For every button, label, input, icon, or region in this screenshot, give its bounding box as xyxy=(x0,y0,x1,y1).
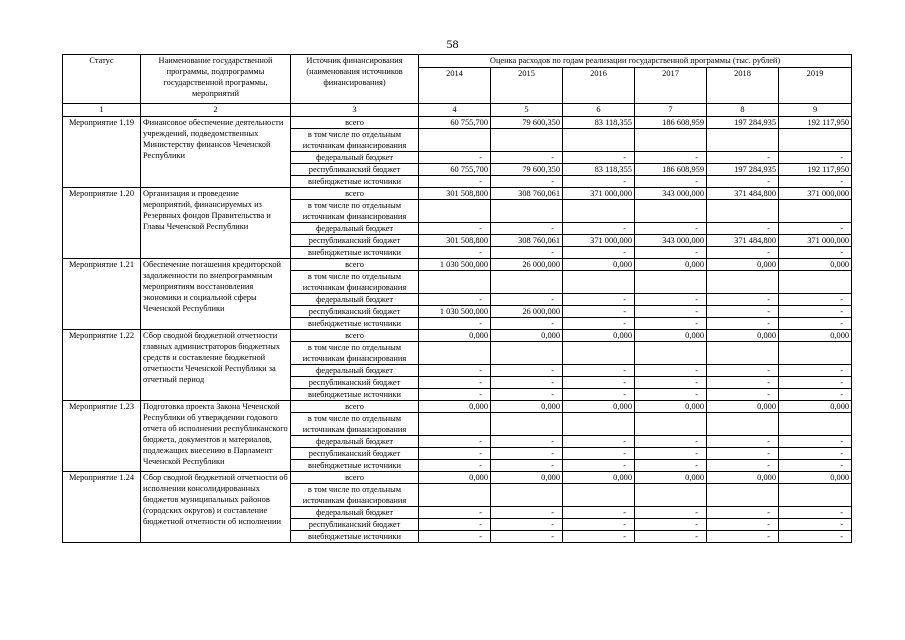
year-value: 0,000 xyxy=(635,401,707,413)
year-value: - xyxy=(419,519,491,531)
year-value xyxy=(419,200,491,223)
measure-name: Сбор сводной бюджетной отчетности главных администраторов бюджетных средств и составление бюджетной отчетности Чеченской Республики за отчетный период xyxy=(141,330,291,401)
year-value: 0,000 xyxy=(563,330,635,342)
year-value: - xyxy=(419,448,491,460)
year-value: - xyxy=(419,365,491,377)
funding-source: республиканский бюджет xyxy=(291,377,419,389)
year-value: - xyxy=(635,448,707,460)
table-row xyxy=(63,401,852,413)
header-year: 2019 xyxy=(779,68,852,104)
year-value: 301 508,800 xyxy=(419,188,491,200)
year-value: - xyxy=(707,306,779,318)
year-value: - xyxy=(779,365,852,377)
year-value: 0,000 xyxy=(707,401,779,413)
measure-name: Организация и проведение мероприятий, финансируемых из Резервных фондов Правительства и Главы Чеченской Республики xyxy=(141,188,291,259)
year-value: 0,000 xyxy=(779,401,852,413)
year-value: 0,000 xyxy=(635,259,707,271)
year-value xyxy=(779,413,852,436)
year-value: - xyxy=(491,436,563,448)
funding-source: в том числе по отдельным источникам финансирования xyxy=(291,129,419,152)
year-value xyxy=(707,129,779,152)
column-number: 7 xyxy=(635,104,707,117)
year-value: - xyxy=(635,377,707,389)
year-value: - xyxy=(491,176,563,188)
year-value: - xyxy=(707,460,779,472)
year-value: - xyxy=(491,247,563,259)
year-value: - xyxy=(707,436,779,448)
year-value: - xyxy=(491,152,563,164)
year-value xyxy=(779,342,852,365)
year-value: 0,000 xyxy=(563,259,635,271)
year-value: - xyxy=(635,519,707,531)
year-value xyxy=(635,413,707,436)
year-value: - xyxy=(707,531,779,543)
header-year: 2017 xyxy=(635,68,707,104)
year-value: - xyxy=(707,318,779,330)
column-number: 4 xyxy=(419,104,491,117)
year-value: 26 000,000 xyxy=(491,259,563,271)
funding-source: внебюджетные источники xyxy=(291,176,419,188)
column-number: 9 xyxy=(779,104,852,117)
year-value xyxy=(491,271,563,294)
year-value: 197 284,935 xyxy=(707,164,779,176)
measure-name: Финансовое обеспечение деятельности учреждений, подведомственных Министерству финансов Чеченской Республики xyxy=(141,117,291,188)
table-row xyxy=(63,259,852,271)
column-number: 1 xyxy=(63,104,141,117)
year-value: 308 760,061 xyxy=(491,188,563,200)
funding-source: внебюджетные источники xyxy=(291,318,419,330)
year-value: - xyxy=(779,223,852,235)
column-number: 5 xyxy=(491,104,563,117)
year-value: - xyxy=(779,377,852,389)
funding-source: федеральный бюджет xyxy=(291,223,419,235)
year-value: - xyxy=(779,436,852,448)
measure-name: Подготовка проекта Закона Чеченской Республики об утверждении годового отчета об исполнении республиканского бюджета, документов и материалов, подлежащих внесению в Парламент Чеченской Республики xyxy=(141,401,291,472)
year-value xyxy=(707,484,779,507)
measure-status: Мероприятие 1.23 xyxy=(63,401,141,472)
funding-source: республиканский бюджет xyxy=(291,448,419,460)
header-year: 2014 xyxy=(419,68,491,104)
year-value: 371 000,000 xyxy=(563,188,635,200)
year-value: - xyxy=(707,377,779,389)
year-value xyxy=(563,129,635,152)
year-value: - xyxy=(563,152,635,164)
year-value: 371 000,000 xyxy=(563,235,635,247)
year-value xyxy=(635,484,707,507)
table-row xyxy=(63,472,852,484)
funding-source: республиканский бюджет xyxy=(291,235,419,247)
header-status: Статус xyxy=(63,55,141,104)
header-name: Наименование государственной программы, подпрограммы государственной программы, мероприятий xyxy=(141,55,291,104)
year-value: 26 000,000 xyxy=(491,306,563,318)
year-value: 371 000,000 xyxy=(779,235,852,247)
year-value xyxy=(779,200,852,223)
year-value: - xyxy=(707,223,779,235)
year-value xyxy=(419,271,491,294)
year-value: - xyxy=(779,176,852,188)
year-value: 0,000 xyxy=(707,259,779,271)
year-value: 192 117,950 xyxy=(779,164,852,176)
column-number: 2 xyxy=(141,104,291,117)
funding-source: в том числе по отдельным источникам финансирования xyxy=(291,200,419,223)
year-value: - xyxy=(635,294,707,306)
table-body xyxy=(63,55,852,543)
year-value: - xyxy=(563,531,635,543)
year-value: - xyxy=(779,507,852,519)
funding-source: федеральный бюджет xyxy=(291,436,419,448)
year-value: - xyxy=(707,176,779,188)
header-source: Источник финансирования (наименования источников финансирования) xyxy=(291,55,419,104)
year-value: 1 030 500,000 xyxy=(419,306,491,318)
year-value: - xyxy=(419,176,491,188)
year-value: - xyxy=(707,365,779,377)
year-value: 371 484,800 xyxy=(707,188,779,200)
table-row xyxy=(63,117,852,129)
year-value: - xyxy=(707,519,779,531)
header-year: 2016 xyxy=(563,68,635,104)
year-value xyxy=(779,271,852,294)
year-value: - xyxy=(419,152,491,164)
year-value xyxy=(491,484,563,507)
year-value: - xyxy=(779,294,852,306)
year-value: - xyxy=(419,531,491,543)
measure-status: Мероприятие 1.20 xyxy=(63,188,141,259)
year-value xyxy=(779,484,852,507)
year-value: 0,000 xyxy=(491,401,563,413)
funding-source: федеральный бюджет xyxy=(291,152,419,164)
year-value: - xyxy=(563,176,635,188)
table-row xyxy=(63,188,852,200)
year-value: - xyxy=(635,531,707,543)
year-value xyxy=(419,342,491,365)
funding-source: всего xyxy=(291,188,419,200)
year-value: - xyxy=(779,306,852,318)
funding-source: внебюджетные источники xyxy=(291,460,419,472)
measure-status: Мероприятие 1.22 xyxy=(63,330,141,401)
year-value: 60 755,700 xyxy=(419,164,491,176)
year-value: 0,000 xyxy=(563,401,635,413)
year-value xyxy=(707,271,779,294)
year-value: - xyxy=(635,318,707,330)
year-value: 197 284,935 xyxy=(707,117,779,129)
year-value: 79 600,350 xyxy=(491,164,563,176)
year-value: 186 608,959 xyxy=(635,117,707,129)
budget-table xyxy=(62,54,852,543)
measure-name: Сбор сводной бюджетной отчетности об исполнении консолидированных бюджетов муниципальных районов (городских округов) и составление бюджетной отчетности об исполнении xyxy=(141,472,291,543)
year-value xyxy=(563,200,635,223)
year-value xyxy=(635,271,707,294)
year-value xyxy=(563,413,635,436)
column-number: 3 xyxy=(291,104,419,117)
year-value: - xyxy=(635,507,707,519)
year-value: 343 000,000 xyxy=(635,235,707,247)
year-value: - xyxy=(779,448,852,460)
year-value: - xyxy=(779,152,852,164)
year-value: - xyxy=(491,389,563,401)
year-value: 83 118,355 xyxy=(563,117,635,129)
year-value xyxy=(491,129,563,152)
year-value: - xyxy=(635,152,707,164)
year-value: - xyxy=(563,247,635,259)
header-year: 2015 xyxy=(491,68,563,104)
year-value xyxy=(779,129,852,152)
funding-source: в том числе по отдельным источникам финансирования xyxy=(291,271,419,294)
year-value: - xyxy=(491,365,563,377)
year-value: 0,000 xyxy=(419,330,491,342)
year-value: - xyxy=(563,389,635,401)
year-value: - xyxy=(491,519,563,531)
year-value: - xyxy=(491,507,563,519)
year-value: - xyxy=(563,460,635,472)
year-value: 83 118,355 xyxy=(563,164,635,176)
year-value xyxy=(563,271,635,294)
year-value: - xyxy=(491,294,563,306)
year-value: - xyxy=(491,223,563,235)
page-number: 58 xyxy=(446,37,459,51)
year-value: 308 760,061 xyxy=(491,235,563,247)
funding-source: в том числе по отдельным источникам финансирования xyxy=(291,342,419,365)
year-value: 0,000 xyxy=(779,259,852,271)
year-value: - xyxy=(563,318,635,330)
year-value: - xyxy=(707,294,779,306)
year-value: - xyxy=(419,389,491,401)
year-value: - xyxy=(779,519,852,531)
year-value: - xyxy=(707,507,779,519)
funding-source: всего xyxy=(291,259,419,271)
year-value: - xyxy=(635,365,707,377)
year-value xyxy=(563,342,635,365)
year-value xyxy=(419,413,491,436)
year-value: 0,000 xyxy=(779,330,852,342)
funding-source: внебюджетные источники xyxy=(291,389,419,401)
funding-source: в том числе по отдельным источникам финансирования xyxy=(291,413,419,436)
funding-source: в том числе по отдельным источникам финансирования xyxy=(291,484,419,507)
funding-source: внебюджетные источники xyxy=(291,247,419,259)
year-value: - xyxy=(563,365,635,377)
year-value: 0,000 xyxy=(707,472,779,484)
year-value: - xyxy=(563,294,635,306)
year-value: 79 600,350 xyxy=(491,117,563,129)
year-value xyxy=(563,484,635,507)
year-value: - xyxy=(635,247,707,259)
year-value: - xyxy=(419,247,491,259)
year-value: 1 030 500,000 xyxy=(419,259,491,271)
year-value: 60 755,700 xyxy=(419,117,491,129)
column-number: 6 xyxy=(563,104,635,117)
column-number-row xyxy=(63,104,852,117)
year-value: - xyxy=(635,306,707,318)
year-value: - xyxy=(563,448,635,460)
year-value xyxy=(491,342,563,365)
year-value: 0,000 xyxy=(635,330,707,342)
year-value: 0,000 xyxy=(779,472,852,484)
year-value xyxy=(707,200,779,223)
year-value: - xyxy=(491,448,563,460)
year-value xyxy=(419,129,491,152)
year-value: - xyxy=(635,176,707,188)
year-value: - xyxy=(491,318,563,330)
year-value: 343 000,000 xyxy=(635,188,707,200)
year-value: 186 608,959 xyxy=(635,164,707,176)
column-number: 8 xyxy=(707,104,779,117)
year-value: - xyxy=(635,223,707,235)
year-value: - xyxy=(635,389,707,401)
year-value: 371 484,800 xyxy=(707,235,779,247)
year-value: - xyxy=(491,460,563,472)
measure-status: Мероприятие 1.19 xyxy=(63,117,141,188)
year-value xyxy=(707,413,779,436)
year-value: - xyxy=(563,306,635,318)
year-value: - xyxy=(563,223,635,235)
funding-source: федеральный бюджет xyxy=(291,507,419,519)
year-value: - xyxy=(491,531,563,543)
year-value: - xyxy=(707,389,779,401)
year-value: 192 117,950 xyxy=(779,117,852,129)
year-value xyxy=(635,342,707,365)
measure-status: Мероприятие 1.21 xyxy=(63,259,141,330)
year-value: 0,000 xyxy=(491,330,563,342)
year-value: - xyxy=(563,507,635,519)
funding-source: федеральный бюджет xyxy=(291,365,419,377)
year-value: - xyxy=(563,436,635,448)
funding-source: внебюджетные источники xyxy=(291,531,419,543)
measure-status: Мероприятие 1.24 xyxy=(63,472,141,543)
year-value: - xyxy=(419,223,491,235)
year-value: - xyxy=(419,377,491,389)
year-value: - xyxy=(779,318,852,330)
table-row xyxy=(63,330,852,342)
funding-source: федеральный бюджет xyxy=(291,294,419,306)
header-estimate: Оценка расходов по годам реализации государственной программы (тыс. рублей) xyxy=(419,55,852,68)
year-value: - xyxy=(779,531,852,543)
year-value: - xyxy=(419,436,491,448)
funding-source: республиканский бюджет xyxy=(291,306,419,318)
year-value: 0,000 xyxy=(707,330,779,342)
year-value: - xyxy=(635,460,707,472)
year-value: 0,000 xyxy=(563,472,635,484)
year-value: - xyxy=(419,294,491,306)
header-year: 2018 xyxy=(707,68,779,104)
year-value: - xyxy=(779,460,852,472)
year-value: - xyxy=(563,519,635,531)
year-value xyxy=(491,413,563,436)
funding-source: всего xyxy=(291,401,419,413)
year-value: - xyxy=(419,318,491,330)
year-value: 301 508,800 xyxy=(419,235,491,247)
year-value xyxy=(635,200,707,223)
measure-name: Обеспечение погашения кредиторской задолженности по внепрограммным мероприятиям восстановления экономики и социальной сферы Чеченской Республики xyxy=(141,259,291,330)
funding-source: всего xyxy=(291,330,419,342)
header-row xyxy=(63,55,852,68)
year-value xyxy=(419,484,491,507)
year-value xyxy=(635,129,707,152)
funding-source: всего xyxy=(291,472,419,484)
year-value: 371 000,000 xyxy=(779,188,852,200)
year-value: - xyxy=(635,436,707,448)
year-value: - xyxy=(707,152,779,164)
year-value: 0,000 xyxy=(419,472,491,484)
year-value: - xyxy=(779,247,852,259)
year-value: - xyxy=(563,377,635,389)
year-value: - xyxy=(707,448,779,460)
funding-source: всего xyxy=(291,117,419,129)
year-value xyxy=(491,200,563,223)
year-value xyxy=(707,342,779,365)
year-value: 0,000 xyxy=(419,401,491,413)
funding-source: республиканский бюджет xyxy=(291,519,419,531)
year-value: - xyxy=(419,507,491,519)
year-value: - xyxy=(491,377,563,389)
funding-source: республиканский бюджет xyxy=(291,164,419,176)
year-value: - xyxy=(419,460,491,472)
year-value: - xyxy=(707,247,779,259)
year-value: 0,000 xyxy=(491,472,563,484)
year-value: - xyxy=(779,389,852,401)
year-value: 0,000 xyxy=(635,472,707,484)
